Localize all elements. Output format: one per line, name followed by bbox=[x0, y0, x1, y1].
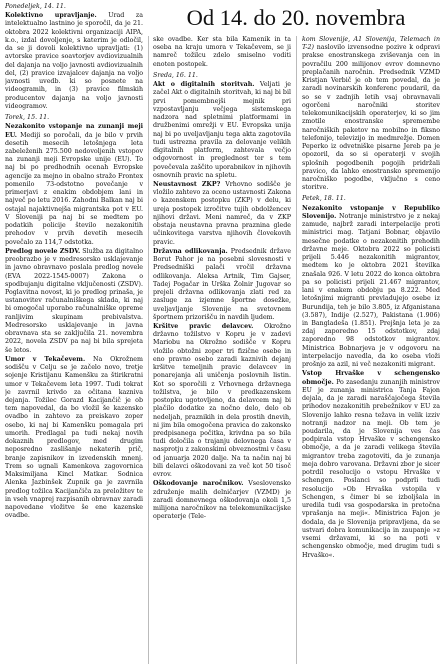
article-keyword: Neustavnost ZKP? bbox=[153, 180, 221, 188]
article-body: Okrožno državno tožilstvo v Kopru je v zadevi Mariobu na Okrožno sodišče v Kopru vložilo obtožni zoper tri fizične osebe in eno pravno osebo zaradi kaznivih dejanj kršitve temeljnih pravic delavcev in ponarejanja ali uničenja poslovnih listin. Kot so sporočili z Vrhovnega državnega tožilstva, je bilo v predkazenskem postopku ugotovljeno, da delavcem naj bi plačilo dodatke za nočno delo, delo ob nedeljah, praznikih in dela prostih dnevih, ni jim bila omogočena pravica do zakonsko predpisanega počitka, krivdna pa so bila tudi določila o trajanju delovnega časa v nasprotju z zakonskimi obveznostmi v času od januarja 2020 dalje. Na ta način naj bi bili delavci oškodovani za več kot 50 tisoč evrov. bbox=[153, 322, 291, 479]
article-keyword: Akt o digitalnih storitvah. bbox=[153, 81, 255, 89]
article-digital-services-act bbox=[153, 81, 291, 180]
date-heading-friday: Petek, 18. 11. bbox=[302, 195, 346, 203]
page-headline: Od 14. do 20. novembra bbox=[186, 5, 406, 30]
article-body: Notranje ministrstvo je z nekaj zamude, najbrž zaradi interpelacije proti ministrici mag. Tatjani Bobnar, objavilo mesečne podatke o nezakonitih prehodih državne meje. Oktobra 2022 so policisti prijeli 5.446 nezakonitih migrantov, medtem ko je oktobra 2021 številka znašala 926. V letu 2022 do konca oktobra pa so policisti prijeli 21.467 migrantov, lani v enakem obdobju pa 8.222. Med letošnjimi migranti prevladujejo osebe iz Burundija, teh je bilo 3.805, iz Afganistana (3.587), Indije (2.527), Pakistana (1.906) in Bangladeša (1.851). Prejšnja leta je za zdaj zaporedno 15 odstotkov, zdaj zaporedno 98 odstotkov migrantov. Ministrica Bobnarjeva je v odgovoru na interpelacijo navedla, da ko oseba vloži prošnjo za azil, ni več nezakoniti migrant. bbox=[302, 212, 440, 369]
article-zsdv-amendment bbox=[5, 248, 143, 355]
column-2 bbox=[153, 36, 291, 665]
article-keyword: Nezakonito vstopanje v Republiko Slovenijo. bbox=[302, 204, 440, 220]
article-subheading: Kršitve pravic delavcev. bbox=[153, 322, 254, 330]
column-divider bbox=[296, 36, 297, 664]
article-body: Služba za digitalno preobrazbo je v medresorsko usklajevanje in javno obravnavo poslala predlog novele (EVA 2022-1545-0007) Zakona o spodbujanju digitalne vključenosti (ZSDV). Poglavitna novost, ki jo predlog prinaša, je ustanovitev računalniškega sklada, ki naj bi omogočal uporabo računalniške opreme ranljivim skupinam prebivalstva. Medresorsko usklajevanje in javna obravnava sta se zaključila 21. novembra 2022, novela ZSDV pa naj bi bila sprejeta še letos. bbox=[5, 247, 143, 354]
column-1 bbox=[5, 3, 143, 665]
article-subheading: Vstop Hrvaške v schengensko območje. bbox=[302, 370, 440, 386]
article-continuation bbox=[302, 36, 440, 192]
article-body: Urad za intelektualno lastnino je sporočil, da je 21. oktobra 2022 kolektivni organizaciji AIPA, k.o., izdal dovoljenje, s katerim je odločil, da se ji dovoli kolektivno upravljati: (1) avtorske pravice soavtorjev avdiovizualnih del dajanja na voljo javnosti avdiovizualnih del, (2) pravice izvajalcev dajanja na voljo javnosti uvedb. ki so posnete na videogramih, in (3) pravice filmskih producentov dajanja na voljo javnosti videogramov. bbox=[5, 12, 143, 110]
article-murder-tekacevo bbox=[5, 356, 143, 521]
article-subheading: Državna odlikovanja. bbox=[153, 247, 228, 255]
article-zkp-unconstitutionality bbox=[153, 181, 291, 247]
article-subheading: Umor v Tekačevem. bbox=[5, 355, 86, 363]
article-body: Mediji so poročali, da je bilo v prvih desetih mesecih letošnjega leta zabeleženih 275.500 nedovoljenih vstopov na zunanji meji Evropske unije (EU). To naj bi po predhodnih ocenah Evropske agencije za mejno in obalno stražo Frontex pomenilo 73-odstotno povečanje v primerjavi z enakim obdobjem lani in največ po letu 2016. Zahodni Balkan naj bi ostajal najaktivnejša migrantska pot v EU. V Sloveniji pa naj bi se medtem po podatkih policije število nezakonitih prehodov v prvih devetih mesecih povečalo za 114,7 odstotka. bbox=[5, 131, 143, 246]
article-subheading: Oškodovanje naročnikov. bbox=[153, 480, 244, 488]
article-subscriber-damage bbox=[153, 480, 291, 521]
article-continuation: ske ovadbe. Ker sta bila Kamenik in ta oseba na kraju umora v Tekačevem, se ji namreč tožilcu zdelo smiselno voditi enoten postopek. bbox=[153, 36, 291, 68]
article-illegal-entry-eu bbox=[5, 123, 143, 247]
date-heading-monday: Ponedeljek, 14. 11. bbox=[5, 3, 66, 10]
article-body: Po zasedanju zunanjih ministrov EU je zunanja ministrica Tanja Fajon dejala, da je zaradi naraščajočega števila prihodov nezakonitih prebežnikov v EU za Slovenijo lahko resna težava in velik izziv notranji nadzor na meji. Ob tem je poudarila, da je Slovenija ves čas podpirala vstop Hrvaške v schengensko območje, a da je zaradi velikega števila migrantov treba zagotoviti, da je zunanja meja dobro varovana. Državni zbor je sicer potrdil resolucijo o vstopu Hrvaške v schengen. Poslanci so podprli tudi resolucijo »Ob Hrvaška vstopila v Schengen, s čimer bi se izboljšala in uredila tudi vsa gospodarska in pretočna vprašanja na meji«. Ministrica Fajon je dodala, da je Slovenija pripravljena, da se ustvari dobra komunikacija in zaupanje »z vsemi državami, ki so na poti v schengensko območje, med drugim tudi s Hrvaško«. bbox=[302, 378, 440, 559]
column-divider bbox=[148, 36, 149, 664]
date-heading-wednesday: Sreda, 16. 11. bbox=[153, 71, 198, 79]
article-body: Vseslovensko združenje malih delničarjev (VZMD) je zaradi domnevnega oškodovanja okoli 1,5 milijona naročnikov na telekomunikacijske operaterje (Tele- bbox=[153, 480, 291, 521]
article-illegal-entry-slovenia bbox=[302, 205, 440, 370]
article-subheading: Predlog novele ZSDV. bbox=[5, 247, 81, 255]
article-body: Veljati je začel Akt o digitalnih storitvah, ki naj bi bil prvi pomembnejši mejnik pri vzpostavljanju večjega sistemskega nadzora nad spletnimi platformami in družbenimi omrežji v EU. Evropska unija naj bi po uveljavljanju tega akta zagotovila tudi ustrezna pravila za delovanje velikih digitalnih platform, zahtevala večjo odgovornost in preglednost ter s tem povečevala zaščito uporabnikov in njihovih osnovnih pravic na spletu. bbox=[153, 81, 291, 179]
column-3 bbox=[302, 36, 440, 665]
article-body: Na Okrožnem sodišču v Celju se je začelo novo, tretje sojenje Kristijanu Kamenšku za štirikratni umor v Tekačevem leta 1997. Tudi tokrat je zavrnil krivdo za očitana kazniva dejanja. Tožilec Gorazd Kacijančič je ob tem napovedal, da bo vložil še kazensko ovadbo in zahtevo za preiskavo zoper osebo, ki naj bi Kamenšku pomagala pri umorih. Predlagal pa tudi nekaj novih dokaznih predlogov, med drugim neposredno zaslišanje nekaterih prič, branje zapisnikov in izvedenskih mnenj. Trem so ugnali Kamenkova zagovornica Maksimiljana Kincl Matkar. Sodnica Alenka Jazbinšek Zupnik ga je zavrnila predlog tožilca Kacijančiča za preložitev te in vseh vnaprej razpisanih obravnav zaradi napovedane vložitve še ene kazenske ovadbe. bbox=[5, 355, 143, 520]
article-state-decorations bbox=[153, 248, 291, 322]
operator-list: kom Slovenije, A1 Slovenija, Telemach in T-2) bbox=[302, 36, 440, 52]
article-keyword: Nezakonito vstopanje na zunanji meji EU. bbox=[5, 123, 143, 139]
article-workers-rights bbox=[153, 323, 291, 479]
article-keyword: Kolektivno upravljanje. bbox=[5, 12, 97, 20]
article-croatia-schengen bbox=[302, 370, 440, 559]
article-collective-management bbox=[5, 12, 143, 111]
date-heading-tuesday: Torek, 15. 11. bbox=[5, 114, 50, 122]
article-body: Predsednik države Borut Pahor je na posebni slovesnosti v Predsedniški palači vročil državna odlikovanja. Aleksa Artnik, Tim Gajser, Tadej Pogačar in Urška Žolnir Jugovar so prejeli državna odlikovanja zlati red za zasluge za izjemne športne dosežke, uveljavljanje Slovenije na svetovnem športnem prizorišču in navdih ljudem. bbox=[153, 247, 291, 321]
article-body: naslovilo izvensodne pozive k odpravi prakse enostranskega zviševanja cen in povračilu 200 milijonov evrov domnevno preplačanih naročnin. Predsednik VZMD Kristjan Verbič je ob tem povedal, da je zaradi novinarskih konferenc poudaril, da so se v zadnjih letih vsaj obravnavali ogorčeni naročniki storitev telekomunikacijskih operaterjev, ki so jim zmotile enostranske spremembe naročniških paketov na mobilno in fiksno telefonijo, televizijo in medmrežje. Domen Peperko iz odvetniške pisarne Jereb pa je opozoril, da so si operaterji v svojih splošnih pogodbenih pogojih pridržali pravico, da lahko enostransko spremenijo naročniško pogodbe, vključno s ceno storitve. bbox=[302, 44, 440, 192]
article-body: Vrhovno sodišče je vložilo zahtevo za oceno ustavnosti Zakona o kazenskem postopku (ZKP) v delu, ki ureja postopek izročitve tujih obdolžencev njihovi državi. Meni namreč, da v ZKP obstaja neustavna pravna praznina glede učinkovitega varstva njihovih človekovih pravic. bbox=[153, 180, 291, 246]
